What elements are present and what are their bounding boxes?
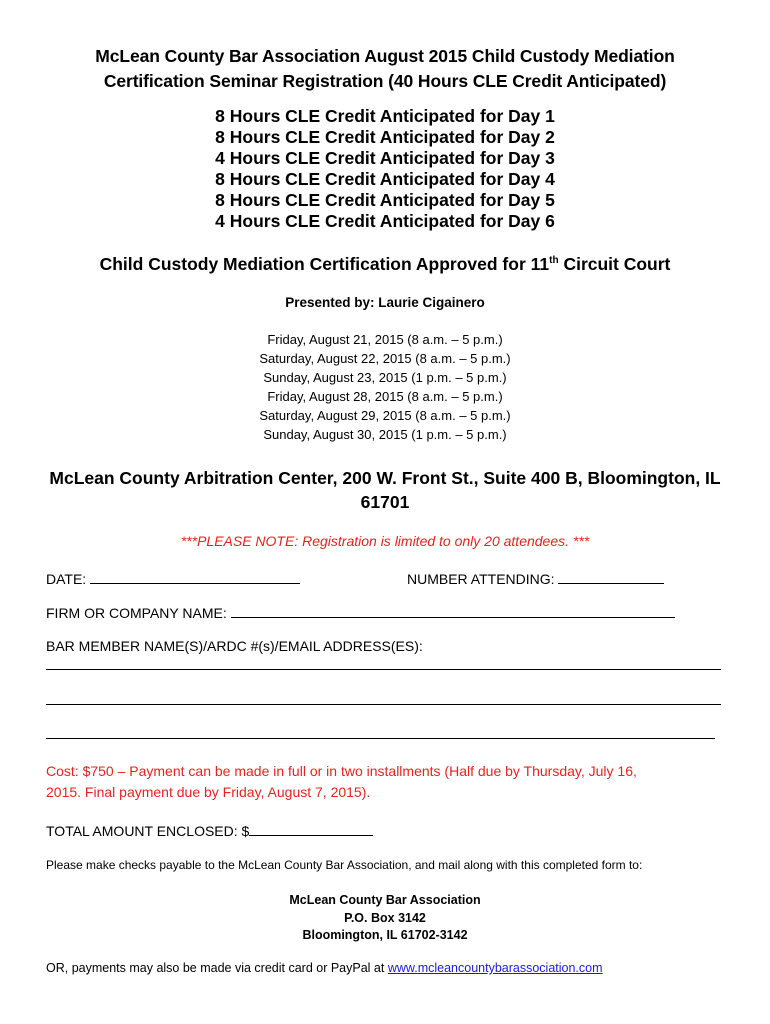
address-name: McLean County Bar Association	[289, 893, 481, 907]
presenter: Presented by: Laurie Cigainero	[285, 295, 485, 310]
approval-statement	[40, 252, 730, 276]
members-line-3[interactable]	[46, 738, 715, 739]
title-line-1: McLean County Bar Association August 2015 Child Custody Mediation	[95, 46, 675, 66]
date-label: DATE:	[46, 571, 91, 587]
members-line-1[interactable]	[46, 669, 721, 670]
paypal-text: OR, payments may also be made via credit card or PayPal at	[46, 961, 388, 975]
location-line-1: McLean County Arbitration Center, 200 W. Front St., Suite 400 B, Bloomington, IL	[49, 468, 721, 488]
cost-info	[46, 761, 726, 803]
date-field	[46, 569, 300, 587]
number-attending-blank[interactable]	[558, 569, 664, 584]
credit-day-4: 8 Hours CLE Credit Anticipated for Day 4	[215, 169, 555, 189]
session-date-6: Sunday, August 30, 2015 (1 p.m. – 5 p.m.)	[263, 427, 507, 442]
paypal-info	[46, 961, 603, 975]
session-date-4: Friday, August 28, 2015 (8 a.m. – 5 p.m.)	[267, 389, 503, 404]
total-blank[interactable]	[249, 821, 373, 836]
approval-superscript: th	[549, 255, 559, 266]
session-date-5: Saturday, August 29, 2015 (8 a.m. – 5 p.m.)	[259, 408, 511, 423]
session-dates-list	[40, 330, 730, 444]
approval-court: Circuit Court	[558, 254, 671, 274]
credit-days-list	[40, 106, 730, 232]
number-attending-field	[407, 569, 664, 587]
cost-line-2: 2015. Final payment due by Friday, August 7, 2015).	[46, 784, 371, 800]
mailing-address	[40, 892, 730, 945]
session-date-1: Friday, August 21, 2015 (8 a.m. – 5 p.m.)	[267, 332, 503, 347]
credit-day-6: 4 Hours CLE Credit Anticipated for Day 6	[215, 211, 555, 231]
total-field	[46, 821, 373, 839]
number-attending-label: NUMBER ATTENDING:	[407, 571, 559, 587]
members-line-2[interactable]	[46, 704, 721, 705]
approval-text: Child Custody Mediation Certification Approved for 11	[99, 254, 550, 274]
title-line-2: Certification Seminar Registration (40 Hours CLE Credit Anticipated)	[103, 71, 667, 91]
website-link[interactable]: www.mcleancountybarassociation.com	[387, 961, 603, 975]
cost-line-1: Cost: $750 – Payment can be made in full or in two installments (Half due by Thursday, July 16,	[46, 763, 637, 779]
members-label: BAR MEMBER NAME(S)/ARDC #(s)/EMAIL ADDRESS(ES):	[46, 638, 423, 654]
address-box: P.O. Box 3142	[344, 910, 426, 925]
firm-field	[46, 603, 675, 621]
firm-blank[interactable]	[231, 603, 675, 618]
address-city: Bloomington, IL 61702-3142	[302, 928, 468, 942]
firm-label: FIRM OR COMPANY NAME:	[46, 605, 231, 621]
document-title	[40, 44, 730, 94]
location-line-2: 61701	[360, 492, 410, 512]
checks-instructions: Please make checks payable to the McLean County Bar Association, and mail along with this completed form to:	[46, 858, 643, 872]
credit-day-1: 8 Hours CLE Credit Anticipated for Day 1	[215, 106, 555, 126]
session-date-2: Saturday, August 22, 2015 (8 a.m. – 5 p.m.)	[259, 351, 511, 366]
date-blank[interactable]	[90, 569, 300, 584]
credit-day-3: 4 Hours CLE Credit Anticipated for Day 3	[215, 148, 555, 168]
attendance-note: ***PLEASE NOTE: Registration is limited to only 20 attendees. ***	[180, 533, 590, 549]
credit-day-5: 8 Hours CLE Credit Anticipated for Day 5	[215, 190, 555, 210]
session-date-3: Sunday, August 23, 2015 (1 p.m. – 5 p.m.)	[263, 370, 507, 385]
credit-day-2: 8 Hours CLE Credit Anticipated for Day 2	[215, 127, 555, 147]
total-label: TOTAL AMOUNT ENCLOSED: $	[46, 823, 250, 839]
location	[40, 466, 730, 514]
